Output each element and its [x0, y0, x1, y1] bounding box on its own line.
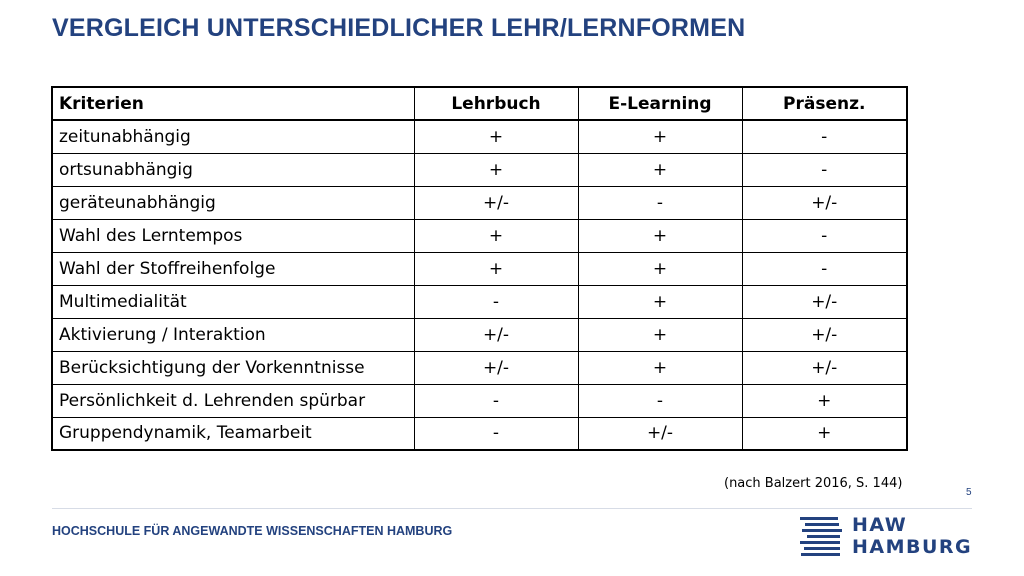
table-row — [52, 186, 907, 219]
praesenz-cell: - — [742, 219, 907, 252]
criterion-cell: Multimedialität — [52, 285, 414, 318]
e-learning-cell: - — [578, 186, 742, 219]
lehrbuch-cell: + — [414, 252, 578, 285]
criterion-cell: Berücksichtigung der Vorkenntnisse — [52, 351, 414, 384]
logo-line-haw: HAW — [852, 514, 908, 536]
lehrbuch-cell: - — [414, 384, 578, 417]
table-row — [52, 252, 907, 285]
table-row — [52, 318, 907, 351]
lehrbuch-cell: +/- — [414, 318, 578, 351]
e-learning-cell: + — [578, 153, 742, 186]
criterion-cell: Aktivierung / Interaktion — [52, 318, 414, 351]
criterion-cell: Wahl der Stoffreihenfolge — [52, 252, 414, 285]
lehrbuch-cell: + — [414, 120, 578, 153]
header-e-learning: E-Learning — [578, 87, 742, 120]
praesenz-cell: - — [742, 120, 907, 153]
haw-logo-text — [852, 514, 972, 558]
e-learning-cell: + — [578, 252, 742, 285]
praesenz-cell: + — [742, 384, 907, 417]
footer-divider — [52, 508, 972, 509]
e-learning-cell: - — [578, 384, 742, 417]
praesenz-cell: - — [742, 153, 907, 186]
header-kriterien: Kriterien — [52, 87, 414, 120]
lehrbuch-cell: - — [414, 285, 578, 318]
lehrbuch-cell: + — [414, 219, 578, 252]
table-row — [52, 219, 907, 252]
comparison-table — [51, 86, 908, 451]
criterion-cell: Gruppendynamik, Teamarbeit — [52, 417, 414, 450]
criterion-cell: zeitunabhängig — [52, 120, 414, 153]
criterion-cell: ortsunabhängig — [52, 153, 414, 186]
criterion-cell: Persönlichkeit d. Lehrenden spürbar — [52, 384, 414, 417]
lehrbuch-cell: + — [414, 153, 578, 186]
table-row — [52, 153, 907, 186]
haw-logo-icon — [800, 517, 842, 557]
e-learning-cell: + — [578, 318, 742, 351]
e-learning-cell: + — [578, 120, 742, 153]
e-learning-cell: + — [578, 351, 742, 384]
criterion-cell: geräteunabhängig — [52, 186, 414, 219]
e-learning-cell: +/- — [578, 417, 742, 450]
table-header-row — [52, 87, 907, 120]
header-praesenz: Präsenz. — [742, 87, 907, 120]
praesenz-cell: +/- — [742, 318, 907, 351]
criterion-cell: Wahl des Lerntempos — [52, 219, 414, 252]
e-learning-cell: + — [578, 285, 742, 318]
slide-title: VERGLEICH UNTERSCHIEDLICHER LEHR/LERNFORMEN — [52, 14, 746, 42]
source-citation: (nach Balzert 2016, S. 144) — [724, 476, 903, 491]
logo-line-hamburg: HAMBURG — [852, 536, 973, 558]
praesenz-cell: + — [742, 417, 907, 450]
table-row — [52, 351, 907, 384]
lehrbuch-cell: +/- — [414, 351, 578, 384]
praesenz-cell: +/- — [742, 285, 907, 318]
table-row — [52, 120, 907, 153]
e-learning-cell: + — [578, 219, 742, 252]
table-row — [52, 384, 907, 417]
header-lehrbuch: Lehrbuch — [414, 87, 578, 120]
table-row — [52, 285, 907, 318]
footer-institution: HOCHSCHULE FÜR ANGEWANDTE WISSENSCHAFTEN HAMBURG — [52, 524, 453, 538]
page-number: 5 — [966, 487, 972, 498]
praesenz-cell: +/- — [742, 186, 907, 219]
praesenz-cell: - — [742, 252, 907, 285]
praesenz-cell: +/- — [742, 351, 907, 384]
haw-logo — [800, 514, 973, 560]
lehrbuch-cell: - — [414, 417, 578, 450]
lehrbuch-cell: +/- — [414, 186, 578, 219]
table-row — [52, 417, 907, 450]
